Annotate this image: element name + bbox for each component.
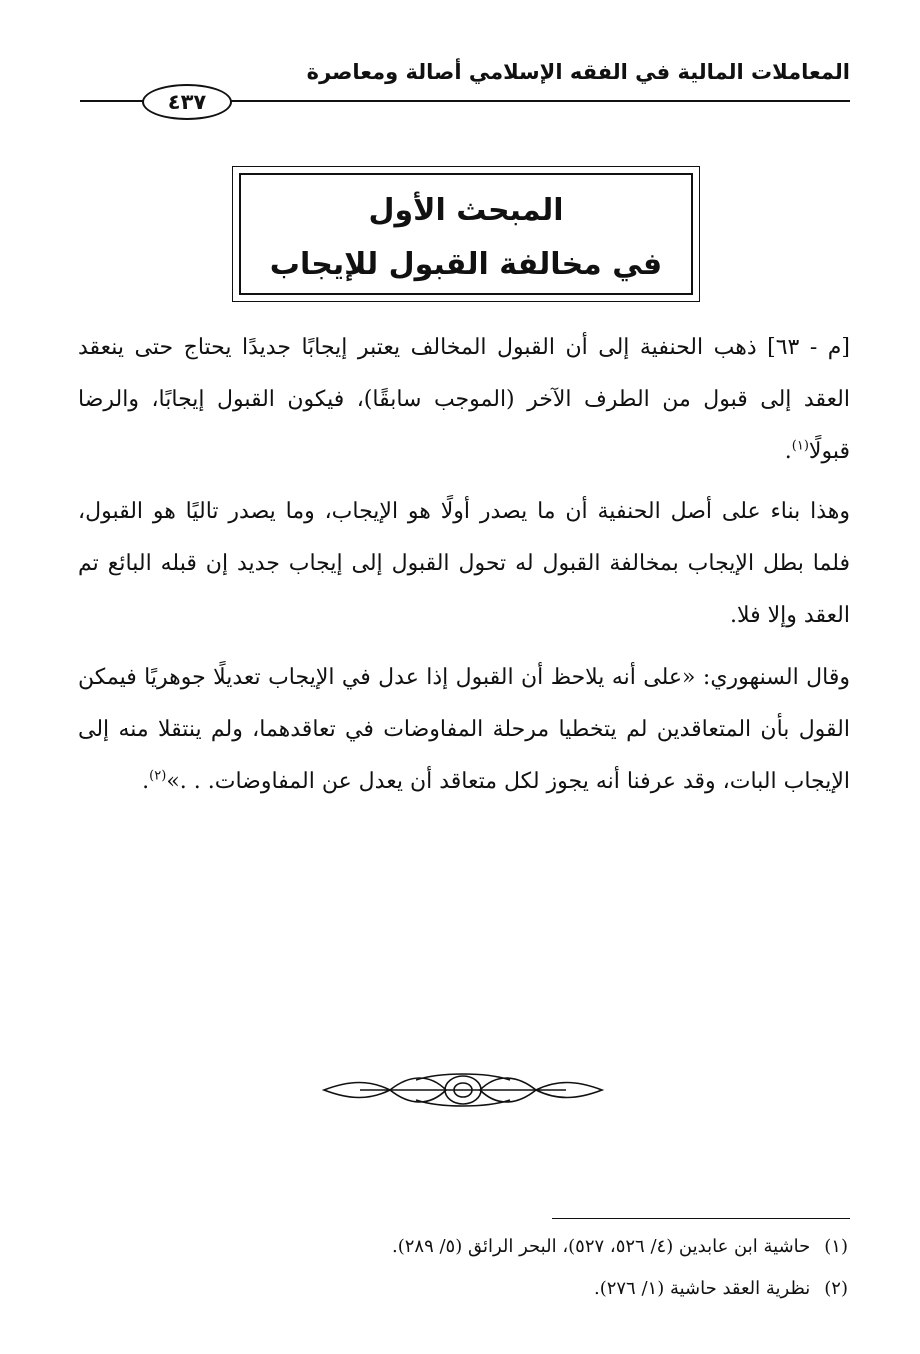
paragraph-1: [78, 322, 850, 478]
footnote-ref-1[interactable]: (١): [791, 438, 809, 454]
ornament-divider-icon: [320, 1070, 606, 1110]
footnote-1: [392, 1236, 848, 1257]
section-title-frame: [239, 173, 693, 295]
paragraph-1-tail: .: [784, 439, 792, 464]
footnote-1-number: (١): [824, 1236, 848, 1257]
book-title: المعاملات المالية في الفقه الإسلامي أصالة ومعاصرة: [306, 60, 850, 84]
running-header: [80, 56, 850, 120]
footnote-1-text: حاشية ابن عابدين (٤/ ٥٢٦، ٥٢٧)، البحر الرائق (٥/ ٢٨٩).: [391, 1236, 811, 1257]
footnote-rule: [552, 1218, 850, 1219]
footnote-2: [594, 1278, 848, 1299]
footnote-2-text: نظرية العقد حاشية (١/ ٢٧٦).: [593, 1278, 811, 1299]
paragraph-2-text: وهذا بناء على أصل الحنفية أن ما يصدر أولًا هو الإيجاب، وما يصدر تاليًا هو القبول، فلما بطل الإيجاب بمخالفة القبول له تحول القبول إلى إيجاب جديد إن قبله البائع تم العقد وإلا فلا.: [78, 499, 850, 628]
section-title-box: [232, 166, 700, 302]
paragraph-3-text: وقال السنهوري: «على أنه يلاحظ أن القبول إذا عدل في الإيجاب تعديلًا جوهريًا فيمكن القول بأن المتعاقدين لم يتخطيا مرحلة المفاوضات في تعاقدهما، ولم ينتقلا منه إلى الإيجاب البات، وقد عرفنا أنه يجوز لكل متعاقد أن يعدل عن المفاوضات. . .»: [78, 665, 850, 794]
footnote-ref-2[interactable]: (٢): [149, 768, 167, 784]
page-number: ٤٣٧: [142, 84, 232, 120]
footnote-2-number: (٢): [824, 1278, 848, 1299]
paragraph-1-text: [م - ٦٣] ذهب الحنفية إلى أن القبول المخالف يعتبر إيجابًا جديدًا يحتاج حتى ينعقد العقد إلى قبول من الطرف الآخر (الموجب سابقًا)، فيكون القبول إيجابًا، والرضا قبولًا: [78, 335, 851, 464]
section-title: المبحث الأول: [368, 193, 564, 228]
section-subtitle: في مخالفة القبول للإيجاب: [269, 247, 663, 282]
paragraph-2: [78, 486, 850, 642]
paragraph-3: [78, 652, 850, 808]
paragraph-3-tail: .: [142, 769, 150, 794]
